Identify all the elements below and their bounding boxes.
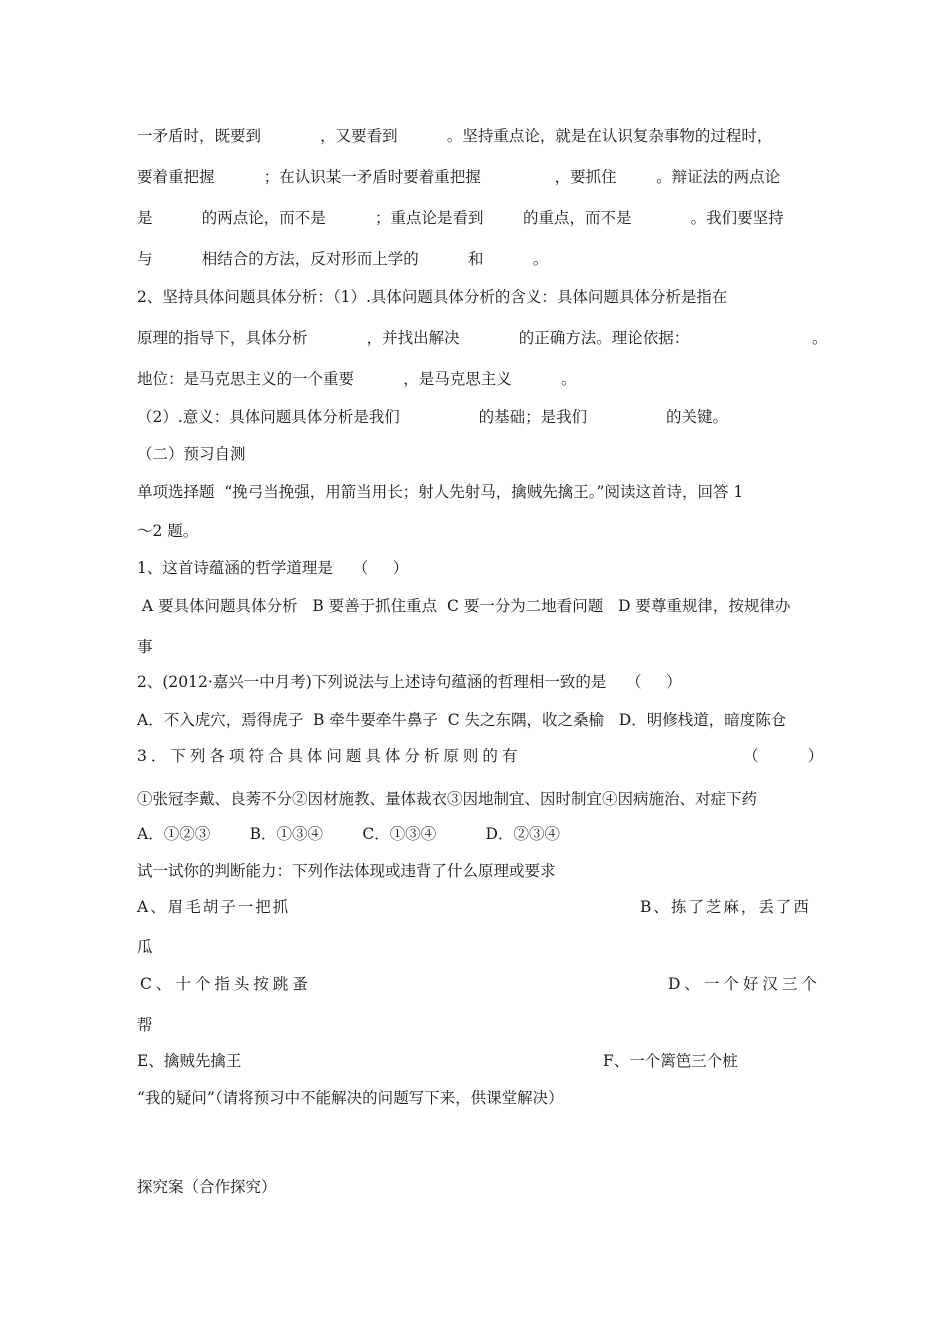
text-line: 地位：是马克思主义的一个重要 ，是马克思主义 。 <box>137 370 577 388</box>
item-e: E、擒贼先擒王 <box>137 1052 242 1070</box>
section-heading: 探究案（合作探究） <box>137 1178 277 1196</box>
question-3: 3．下列各项符合具体问题具体分析原则的有 <box>137 747 522 765</box>
question-2: 2、(2012·嘉兴一中月考)下列说法与上述诗句蕴涵的哲理相一致的是 （ ） <box>137 673 682 691</box>
answer-bracket: （ ） <box>743 747 824 765</box>
text-line: 事 <box>137 638 153 656</box>
item-f: F、一个篱笆三个桩 <box>603 1052 738 1070</box>
question-1: 1、这首诗蕴涵的哲学道理是 （ ） <box>137 559 409 577</box>
item-a: A、眉毛胡子一把抓 <box>137 898 291 916</box>
text-line: 要着重把握 ；在认识某一矛盾时要着重把握 ，要抓住 。辩证法的两点论 <box>137 168 781 186</box>
text-line: （2）.意义：具体问题具体分析是我们 的基础；是我们 的关键。 <box>137 408 728 426</box>
text-line: ～2 题。 <box>137 522 199 540</box>
item-c: C、十个指头按跳蚤 <box>140 975 312 993</box>
text-line: 瓜 <box>137 938 153 956</box>
item-d: D、一个好汉三个 <box>668 975 821 993</box>
text-line: 试一试你的判断能力：下列作法体现或违背了什么原理或要求 <box>137 862 556 880</box>
question-1-options: A 要具体问题具体分析 B 要善于抓住重点 C 要一分为二地看问题 D 要尊重规律，按规律办 <box>137 597 791 615</box>
text-line: 。 <box>812 329 828 347</box>
text-line: 与 相结合的方法，反对形而上学的 和 。 <box>137 250 549 268</box>
text-line: 是 的两点论，而不是 ；重点论是看到 的重点，而不是 。我们要坚持 <box>137 209 784 227</box>
text-line: 一矛盾时，既要到 ，又要看到 。坚持重点论，就是在认识复杂事物的过程时， <box>137 127 773 145</box>
text-line: 原理的指导下，具体分析 ，并找出解决 的正确方法。理论依据： <box>137 329 690 347</box>
question-2-options: A．不入虎穴，焉得虎子 B 牵牛要牵牛鼻子 C 失之东隅，收之桑榆 D．明修栈道，暗度陈仓 <box>137 711 787 729</box>
text-line: “我的疑问”（请将预习中不能解决的问题写下来，供课堂解决） <box>137 1089 564 1107</box>
text-line: 帮 <box>137 1016 153 1034</box>
item-b: B、拣了芝麻，丢了西 <box>640 898 811 916</box>
question-3-options: A．①②③ B．①③④ C．①③④ D．②③④ <box>137 825 560 843</box>
question-3-items: ①张冠李戴、良莠不分②因材施教、量体裁衣③因地制宜、因时制宜④因病施治、对症下药 <box>137 790 758 808</box>
text-line: 单项选择题 “挽弓当挽强，用箭当用长；射人先射马，擒贼先擒王。”阅读这首诗，回答 1 <box>137 483 744 501</box>
text-line: 2、坚持具体问题具体分析：（1）.具体问题具体分析的含义：具体问题具体分析是指在 <box>137 288 728 306</box>
section-heading: （二）预习自测 <box>137 445 246 463</box>
